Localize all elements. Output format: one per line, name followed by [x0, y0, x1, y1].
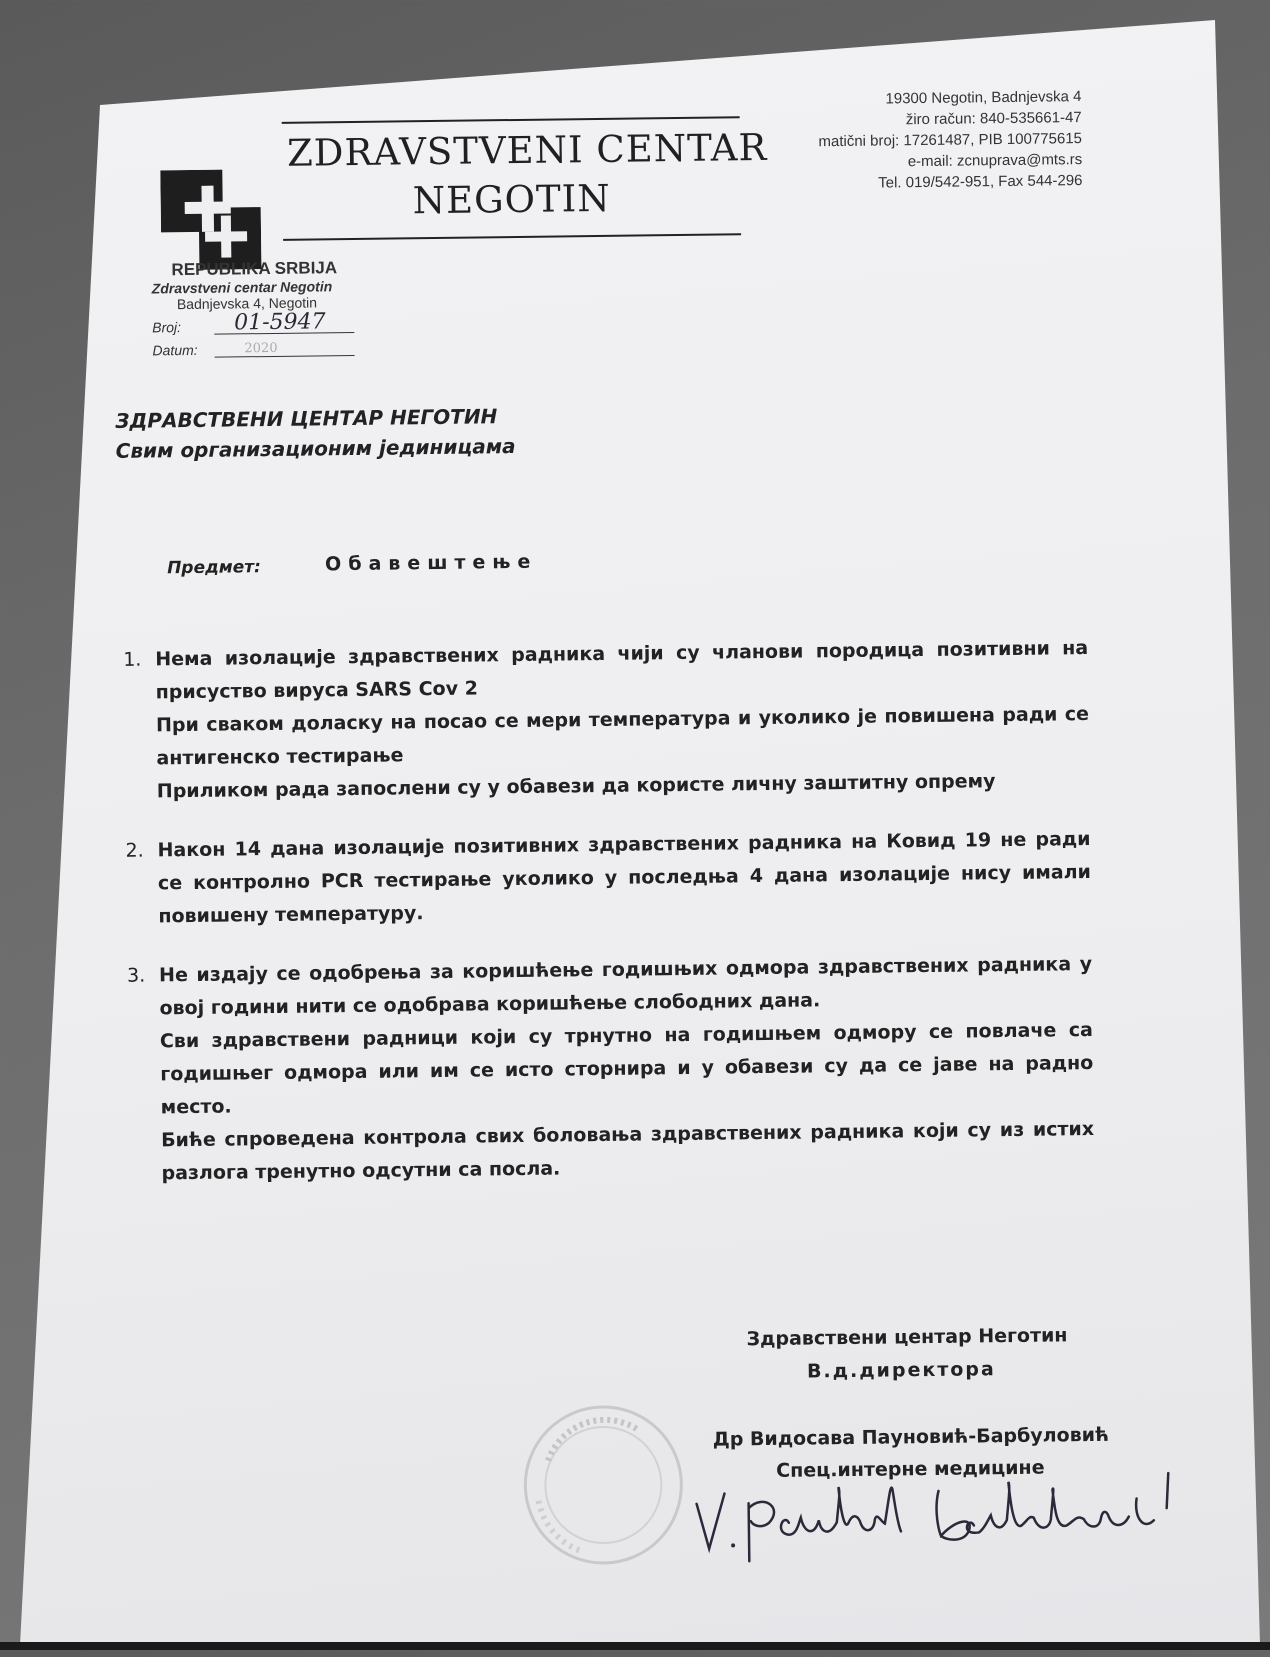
item-text [159, 948, 1095, 1190]
signature-role: В.д.директора [806, 1358, 996, 1383]
stamp-date-value: 2020 [244, 340, 278, 357]
addressee-recipients: Свим организационим јединицама [115, 434, 516, 463]
item-paragraph: При сваком доласку на посао се мери температура и уколико је повишена ради се антигенско тестирање [155, 703, 1090, 770]
list-item [127, 948, 1095, 1191]
stamp-address: Badnjevska 4, Negotin [176, 294, 318, 313]
item-number: 3. [126, 964, 146, 987]
contact-address: 19300 Negotin, Badnjevska 4 [885, 88, 1082, 108]
item-paragraph: Приликом рада запослени су у обавези да користе личну заштитну опрему [156, 770, 996, 803]
contact-account: žiro račun: 840-535661-47 [905, 109, 1082, 129]
registry-stamp [151, 258, 354, 358]
stamp-number-label: Broj: [152, 319, 182, 336]
item-text [155, 632, 1090, 808]
stamp-center: Zdravstveni centar Negotin [151, 278, 333, 297]
official-seal-icon [517, 1399, 689, 1571]
institution-title-line2: NEGOTIN [412, 176, 611, 223]
stamp-date-row [152, 335, 354, 358]
item-paragraph: Не издају се одобрења за коришћење годишњих одмора здравствених радника у овој години нити се одобрава коришћење слободних дана. [158, 953, 1093, 1020]
notice-items [123, 632, 1095, 1217]
signatory-specialty: Спец.интерне медицине [776, 1456, 1045, 1482]
institution-title-line1: ZDRAVSTVENI CENTAR [286, 125, 768, 175]
photo-bottom-edge [0, 1642, 1270, 1650]
medical-cross-icon [160, 169, 261, 270]
subject-value: Обавештење [324, 550, 538, 576]
handwritten-signature-icon [688, 1457, 1219, 1563]
stamp-date-label: Datum: [152, 341, 198, 359]
item-paragraph: Након 14 дана изолације позитивних здравствених радника на Ковид 19 не ради се контролно PCR тестирање уколико у последња 4 дана изолације нису имали повишену температуру. [157, 828, 1092, 928]
item-text [157, 823, 1091, 933]
item-paragraph: Биће спроведена контрола свих боловања здравствених радника који су из истих разлога тренутно одсутни са посла. [160, 1117, 1095, 1185]
item-paragraph: Сви здравствени радници који су трнутно на годишњем одмору се повлаче са годишњег одмора или им се исто сторнира и у обавези су да се јаве на радно место. [159, 1018, 1094, 1119]
stamp-number-field [214, 309, 354, 336]
item-number: 1. [123, 648, 142, 671]
signatory-name: Др Видосава Пауновић-Барбуловић [712, 1423, 1110, 1451]
stamp-number-row [152, 309, 354, 336]
list-item [125, 823, 1091, 934]
contact-email: e-mail: zcnuprava@mts.rs [907, 151, 1083, 171]
list-item [123, 632, 1090, 809]
stamp-republic: REPUBLIKA SRBIJA [171, 258, 338, 280]
addressee-block [115, 401, 516, 466]
title-rule-top [282, 116, 740, 124]
contact-phone: Tel. 019/542-951, Fax 544-296 [878, 172, 1083, 192]
item-paragraph: Нема изолације здравствених радника чији су чланови породица позитивни на присуство вируса SARS Cov 2 [155, 637, 1089, 704]
stamp-date-field [214, 335, 354, 358]
addressee-institution: ЗДРАВСТВЕНИ ЦЕНТАР НЕГОТИН [115, 404, 498, 433]
contact-block [818, 86, 1083, 194]
stamp-number-value: 01-5947 [233, 309, 326, 336]
signature-org: Здравствени центар Неготин [746, 1324, 1068, 1351]
item-number: 2. [125, 839, 144, 862]
title-rule-bottom [283, 233, 741, 241]
contact-registration: matični broj: 17261487, PIB 100775615 [818, 130, 1083, 151]
subject-label: Предмет: [167, 557, 261, 579]
